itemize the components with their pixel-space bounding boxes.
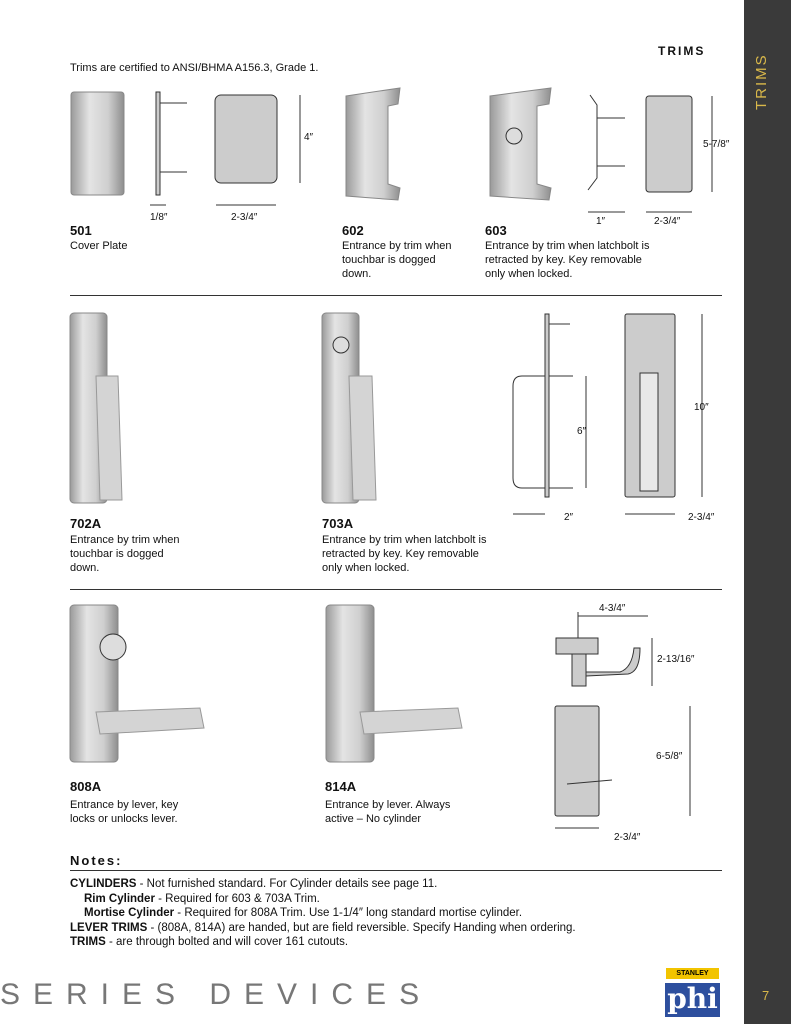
phi-logo: phi [665, 983, 720, 1017]
desc-703a: Entrance by trim when latchbolt is retracted by key. Key removable only when locked. [322, 534, 487, 574]
notes-title: Notes: [70, 853, 123, 868]
trim-814a-photo [326, 605, 374, 762]
pull-702a-side [545, 314, 549, 497]
note-lever: LEVER TRIMS - (808A, 814A) are handed, but are field reversible. Specify Handing when ordering. [70, 921, 576, 934]
divider [70, 870, 722, 871]
trim-603-photo [490, 88, 551, 200]
certification-note: Trims are certified to ANSI/BHMA A156.3, Grade 1. [70, 62, 319, 74]
cover-plate-501-photo [71, 92, 124, 195]
dim-501-height: 4″ [304, 132, 314, 143]
desc-814a: Entrance by lever. Always active – No cylinder [325, 799, 451, 825]
model-501: 501 [70, 223, 92, 238]
note-cylinders: CYLINDERS - Not furnished standard. For Cylinder details see page 11. [70, 878, 438, 890]
dim-501-thickness: 1/8″ [150, 212, 168, 223]
model-603: 603 [485, 223, 507, 238]
model-602: 602 [342, 223, 364, 238]
trim-602-photo [346, 88, 400, 200]
note-rim: Rim Cylinder - Required for 603 & 703A Trim. [84, 892, 320, 905]
desc-501: Cover Plate [70, 240, 128, 252]
desc-603: Entrance by trim when latchbolt is retracted by key. Key removable only when locked. [485, 240, 650, 280]
dim-808a-proj: 2-13/16″ [657, 654, 695, 665]
model-702a: 702A [70, 516, 102, 531]
dim-603-proj: 1″ [596, 216, 606, 227]
model-703a: 703A [322, 516, 354, 531]
desc-808a: Entrance by lever, key locks or unlocks lever. [70, 799, 179, 825]
brand-badge: STANLEY [666, 968, 719, 979]
model-814a: 814A [325, 779, 357, 794]
lever-808a-side [556, 638, 598, 654]
note-mortise: Mortise Cylinder - Required for 808A Trim. Use 1-1/4″ long standard mortise cylinder. [84, 907, 523, 919]
dim-808a-height: 6-5/8″ [656, 751, 683, 762]
footer-series-text: SERIES DEVICES [0, 978, 433, 1011]
dim-702a-width: 2-3/4″ [688, 512, 715, 523]
dim-808a-width: 2-3/4″ [614, 832, 641, 843]
page-number: 7 [762, 988, 770, 1003]
note-trims: TRIMS - are through bolted and will cover 161 cutouts. [70, 936, 349, 948]
divider [70, 295, 722, 296]
cover-plate-501-front [215, 95, 277, 183]
sidebar-label: TRIMS [753, 53, 770, 110]
desc-602: Entrance by trim when touchbar is dogged down. [342, 240, 452, 280]
notes-body [70, 877, 576, 950]
dim-702a-height: 10″ [694, 402, 709, 413]
trim-603-front [646, 96, 692, 192]
dim-501-width: 2-3/4″ [231, 212, 258, 223]
divider [70, 589, 722, 590]
dim-702a-pull: 6″ [577, 426, 587, 437]
section-title: TRIMS [658, 44, 706, 58]
dim-702a-proj: 2″ [564, 512, 574, 523]
dim-808a-lever: 4-3/4″ [599, 603, 626, 614]
model-808a: 808A [70, 779, 102, 794]
trim-808a-photo [70, 605, 118, 762]
desc-702a: Entrance by trim when touchbar is dogged down. [70, 534, 180, 574]
cover-plate-501-side [156, 92, 160, 195]
dim-603-width: 2-3/4″ [654, 216, 681, 227]
dim-603-height: 5-7/8″ [703, 139, 730, 150]
trim-808a-front [555, 706, 599, 816]
